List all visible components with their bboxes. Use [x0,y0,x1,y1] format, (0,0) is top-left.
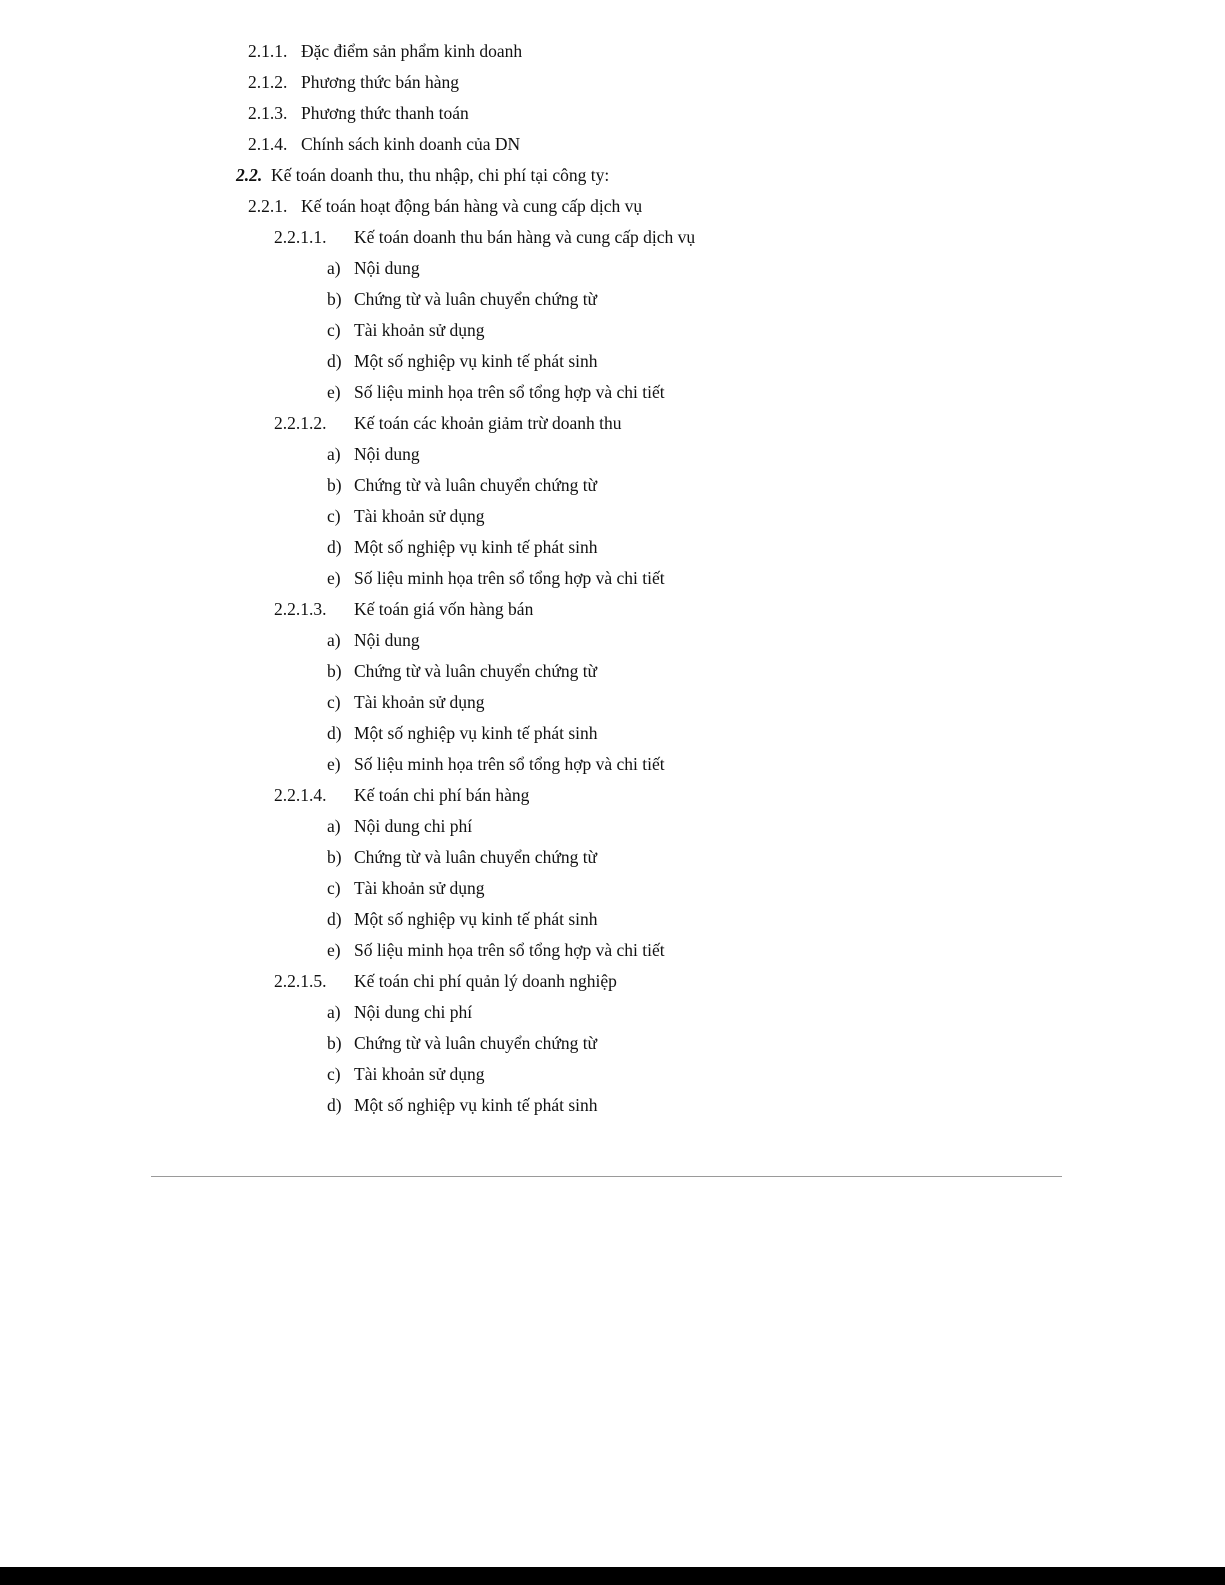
outline-item [0,966,1225,997]
outline-item-text: Tài khoản sử dụng [354,878,485,898]
outline-item-text: Kế toán giá vốn hàng bán [354,599,534,619]
outline-item [0,873,1225,904]
outline-item [0,315,1225,346]
outline-item-number: a) [327,1002,341,1022]
outline-item-text: Chứng từ và luân chuyển chứng từ [354,847,598,867]
outline-item [0,594,1225,625]
outline-item [0,253,1225,284]
outline-item [0,501,1225,532]
outline-item-text: Chính sách kinh doanh của DN [301,134,521,154]
outline-item-number: c) [327,1064,341,1084]
outline-item [0,904,1225,935]
outline-item [0,222,1225,253]
outline-item-number: c) [327,692,341,712]
outline-item [0,1028,1225,1059]
outline-item [0,284,1225,315]
outline-item-number: 2.2.1.3. [274,599,327,619]
outline-item-text: Số liệu minh họa trên sổ tổng hợp và chi tiết [354,940,665,960]
outline-item-number: 2.1.4. [248,134,288,154]
outline-item-number: 2.1.3. [248,103,288,123]
outline-item-number: d) [327,351,342,371]
outline-item-number: e) [327,940,341,960]
outline-item-text: Nội dung [354,630,420,650]
outline-item-text: Số liệu minh họa trên sổ tổng hợp và chi tiết [354,382,665,402]
outline-item-number: 2.2.1.1. [274,227,327,247]
outline-item-text: Kế toán doanh thu, thu nhập, chi phí tại công ty: [271,165,610,185]
outline-item-number: b) [327,475,342,495]
page-bottom-edge [0,1567,1225,1585]
outline-item-text: Tài khoản sử dụng [354,506,485,526]
outline-item [0,625,1225,656]
outline-item-text: Một số nghiệp vụ kinh tế phát sinh [354,723,598,743]
outline-item-text: Tài khoản sử dụng [354,692,485,712]
outline-item [0,67,1225,98]
outline-item-number: b) [327,289,342,309]
outline-item [0,811,1225,842]
outline-item [0,160,1225,191]
outline-item-text: Nội dung chi phí [354,1002,473,1022]
outline-item-text: Một số nghiệp vụ kinh tế phát sinh [354,537,598,557]
outline-item-number: e) [327,754,341,774]
outline-item-number: d) [327,537,342,557]
outline-item [0,36,1225,67]
outline-item-number: b) [327,847,342,867]
outline-item-number: 2.2.1.2. [274,413,327,433]
outline-item-text: Một số nghiệp vụ kinh tế phát sinh [354,1095,598,1115]
outline-item [0,129,1225,160]
outline-item-number: d) [327,1095,342,1115]
outline-item-text: Kế toán chi phí quản lý doanh nghiệp [354,971,617,991]
table-of-contents [0,36,1225,1121]
outline-item-text: Nội dung [354,444,420,464]
outline-item-number: b) [327,1033,342,1053]
outline-item-number: a) [327,258,341,278]
outline-item-text: Đặc điểm sản phẩm kinh doanh [301,41,523,61]
outline-item [0,780,1225,811]
outline-item [0,191,1225,222]
outline-item [0,346,1225,377]
outline-item [0,1059,1225,1090]
page-break-divider [151,1176,1062,1177]
outline-item-number: 2.1.2. [248,72,288,92]
outline-item-number: 2.2. [236,165,263,185]
outline-item [0,749,1225,780]
outline-item-text: Chứng từ và luân chuyển chứng từ [354,475,598,495]
outline-item-text: Nội dung [354,258,420,278]
outline-item-text: Tài khoản sử dụng [354,320,485,340]
outline-item-number: 2.2.1. [248,196,288,216]
outline-item [0,98,1225,129]
outline-item [0,935,1225,966]
outline-item-number: b) [327,661,342,681]
outline-item-text: Kế toán chi phí bán hàng [354,785,530,805]
outline-item-number: a) [327,816,341,836]
outline-item-number: e) [327,568,341,588]
outline-item-text: Chứng từ và luân chuyển chứng từ [354,289,598,309]
outline-item-text: Số liệu minh họa trên sổ tổng hợp và chi tiết [354,568,665,588]
outline-item [0,1090,1225,1121]
outline-item-text: Nội dung chi phí [354,816,473,836]
outline-item-text: Số liệu minh họa trên sổ tổng hợp và chi tiết [354,754,665,774]
outline-item-text: Một số nghiệp vụ kinh tế phát sinh [354,351,598,371]
outline-item-text: Kế toán hoạt động bán hàng và cung cấp dịch vụ [301,196,643,216]
outline-item-number: a) [327,444,341,464]
outline-item [0,439,1225,470]
outline-item-number: c) [327,506,341,526]
outline-item-text: Kế toán doanh thu bán hàng và cung cấp dịch vụ [354,227,696,247]
outline-item [0,687,1225,718]
outline-item-number: a) [327,630,341,650]
outline-item [0,470,1225,501]
outline-item-text: Một số nghiệp vụ kinh tế phát sinh [354,909,598,929]
outline-item [0,532,1225,563]
outline-item [0,563,1225,594]
outline-item-text: Kế toán các khoản giảm trừ doanh thu [354,413,622,433]
outline-item-number: e) [327,382,341,402]
outline-item-number: 2.1.1. [248,41,288,61]
outline-item-text: Phương thức thanh toán [301,103,469,123]
outline-item-number: 2.2.1.4. [274,785,327,805]
outline-item-number: d) [327,723,342,743]
outline-item-number: 2.2.1.5. [274,971,327,991]
outline-item [0,842,1225,873]
outline-item-text: Phương thức bán hàng [301,72,459,92]
outline-item-number: c) [327,878,341,898]
outline-item [0,718,1225,749]
outline-item-text: Chứng từ và luân chuyển chứng từ [354,1033,598,1053]
outline-item [0,997,1225,1028]
outline-item [0,377,1225,408]
outline-item [0,656,1225,687]
outline-item-text: Chứng từ và luân chuyển chứng từ [354,661,598,681]
outline-item-number: c) [327,320,341,340]
outline-item-text: Tài khoản sử dụng [354,1064,485,1084]
outline-item-number: d) [327,909,342,929]
outline-item [0,408,1225,439]
